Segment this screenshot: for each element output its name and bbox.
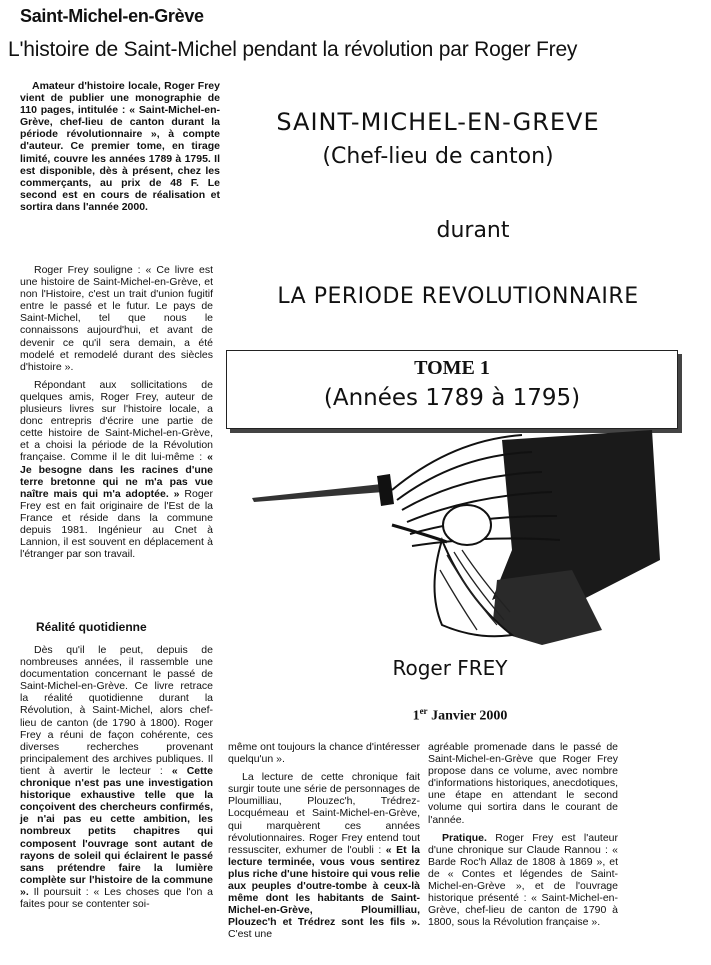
paragraph-2-quote: « Je besogne dans les racines d'une terre bretonne qui ne m'a pas vue naître mais qui m'a adoptée. » [20, 451, 213, 500]
practical-label: Pratique. [442, 831, 487, 844]
lead-paragraph: Amateur d'histoire locale, Roger Frey vient de publier une monographie de 110 pages, intitulée : « Saint-Michel-en-Grève, chef-lieu de canton durant la période révolutionnaire », à compte d'auteur. Ce premier tome, en tirage limité, couvre les années 1789 à 1795. Il est disponible, dès à présent, chez les commerçants, au prix de 48 F. Le second est en cours de réalisation et sortira dans l'année 2000. [20, 80, 220, 213]
cover-title: SAINT-MICHEL-EN-GREVE [276, 108, 600, 136]
cover-author: Roger FREY [392, 656, 508, 680]
paragraph-2-end: Roger Frey est en fait originaire de l'Est de la France et réside dans la commune depuis 1981. Ingénieur au Cnet à Lannion, il est souvent en déplacement à l'étranger par son travail. [20, 487, 213, 561]
paragraph-5-quote: « Et la lecture terminée, vous vous sentirez plus riche d'une histoire qui vous relie aux peuples d'outre-tombe à ceux-là même dont les habitants de Saint-Michel-en-Grève, Ploumilliau, Plouzec'h et Trédrez sont les fils ». [228, 843, 420, 929]
paragraph-7 [428, 832, 618, 929]
cover-period: LA PERIODE REVOLUTIONNAIRE [277, 284, 639, 309]
paragraph-1: Roger Frey souligne : « Ce livre est une histoire de Saint-Michel-en-Grève, et non l'Histoire, c'est un trait d'union fugitif entre le passé et le futur. Le pays de Saint-Michel, tel que nous le connaissons aujourd'hui, et avant de devenir ce qu'il sera demain, a été modelé et remodelé durant des siècles d'histoire ». [20, 264, 213, 373]
paragraph-4-continued: même ont toujours la chance d'intéresser quelqu'un ». [228, 741, 420, 766]
paragraph-3-end: Il poursuit : « Les choses que l'on a faites pour se contenter soi- [20, 885, 213, 910]
cover-during: durant [436, 218, 510, 243]
article-column-2 [228, 741, 420, 947]
cover-date-sup: er [419, 706, 428, 716]
cover-tome-box [226, 350, 678, 429]
article-column-1b [20, 644, 213, 916]
paragraph-3 [20, 644, 213, 910]
article-headline: L'histoire de Saint-Michel pendant la révolution par Roger Frey [8, 38, 578, 61]
cover-date-day: 1 [412, 708, 420, 724]
article-kicker: Saint-Michel-en-Grève [20, 6, 204, 26]
archangel-sword-icon [242, 430, 662, 650]
cover-date [340, 706, 580, 725]
cover-subtitle: (Chef-lieu de canton) [322, 144, 554, 169]
article-lead [20, 80, 220, 219]
paragraph-5 [228, 771, 420, 940]
article-column-3 [428, 741, 618, 934]
cover-date-rest: Janvier 2000 [431, 708, 508, 724]
paragraph-3-quote: « Cette chronique n'est pas une investigation historique exhaustive telle que la conçoivent des chercheurs confirmés, je n'ai pas eu cette ambition, les nombreux petits chapitres qui composent l'ouvrage sont autant de rayons de soleil qui éclairent le passé sans prétendre faire la lumière complète sur l'histoire de la commune ». [20, 764, 213, 898]
paragraph-6-continued: agréable promenade dans le passé de Saint-Michel-en-Grève que Roger Frey propose dans ce volume, avec nombre d'informations historiques, anecdotiques, une étape en attendant le second volume qui sortira dans le courant de l'année. [428, 741, 618, 826]
paragraph-7-text: Roger Frey est l'auteur d'une chronique sur Claude Rannou : « Barde Roc'h Allaz de 1808 à 1869 », et de « Contes et légendes de Saint-Michel-en-Grève », et de l'ouvrage historique présenté : « Saint-Michel-en-Grève, chef-lieu de canton de 1790 à 1800, sous la Révolution française ». [428, 831, 619, 929]
article-column-1 [20, 264, 213, 566]
cover-tome: TOME 1 [414, 357, 490, 379]
cover-years: (Années 1789 à 1795) [323, 385, 581, 411]
section-subhead: Réalité quotidienne [36, 620, 147, 634]
paragraph-2 [20, 379, 213, 560]
paragraph-3-text: Dès qu'il le peut, depuis de nombreuses années, il rassemble une documentation concernant le passé de Saint-Michel-en-Grève. Ce livre retrace la réalité quotidienne durant la Révolution, à Saint-Michel, alors chef-lieu de canton (de 1790 à 1800). Roger Frey a réuni de façon cohérente, ces diverses recherches provenant principalement des archives publiques. Il tient à avertir le lecteur : [20, 644, 213, 777]
paragraph-2-text: Répondant aux sollicitations de quelques amis, Roger Frey, auteur de plusieurs livres sur l'histoire locale, a donc entrepris d'écrire une partie de cette histoire de Saint-Michel-en-Grève, et a choisi la période de la Révolution française. Comme il le dit lui-même : [20, 378, 213, 464]
paragraph-5-end: C'est une [228, 928, 273, 941]
paragraph-5-text: La lecture de cette chronique fait surgir toute une série de personnages de Ploumilliau, Plouzec'h, Trédrez-Locquémeau et Saint-Michel-en-Grève, qui marquèrent ces années révolutionnaires. Roger Frey entend tout ressusciter, exhumer de l'oubli : [228, 771, 420, 856]
